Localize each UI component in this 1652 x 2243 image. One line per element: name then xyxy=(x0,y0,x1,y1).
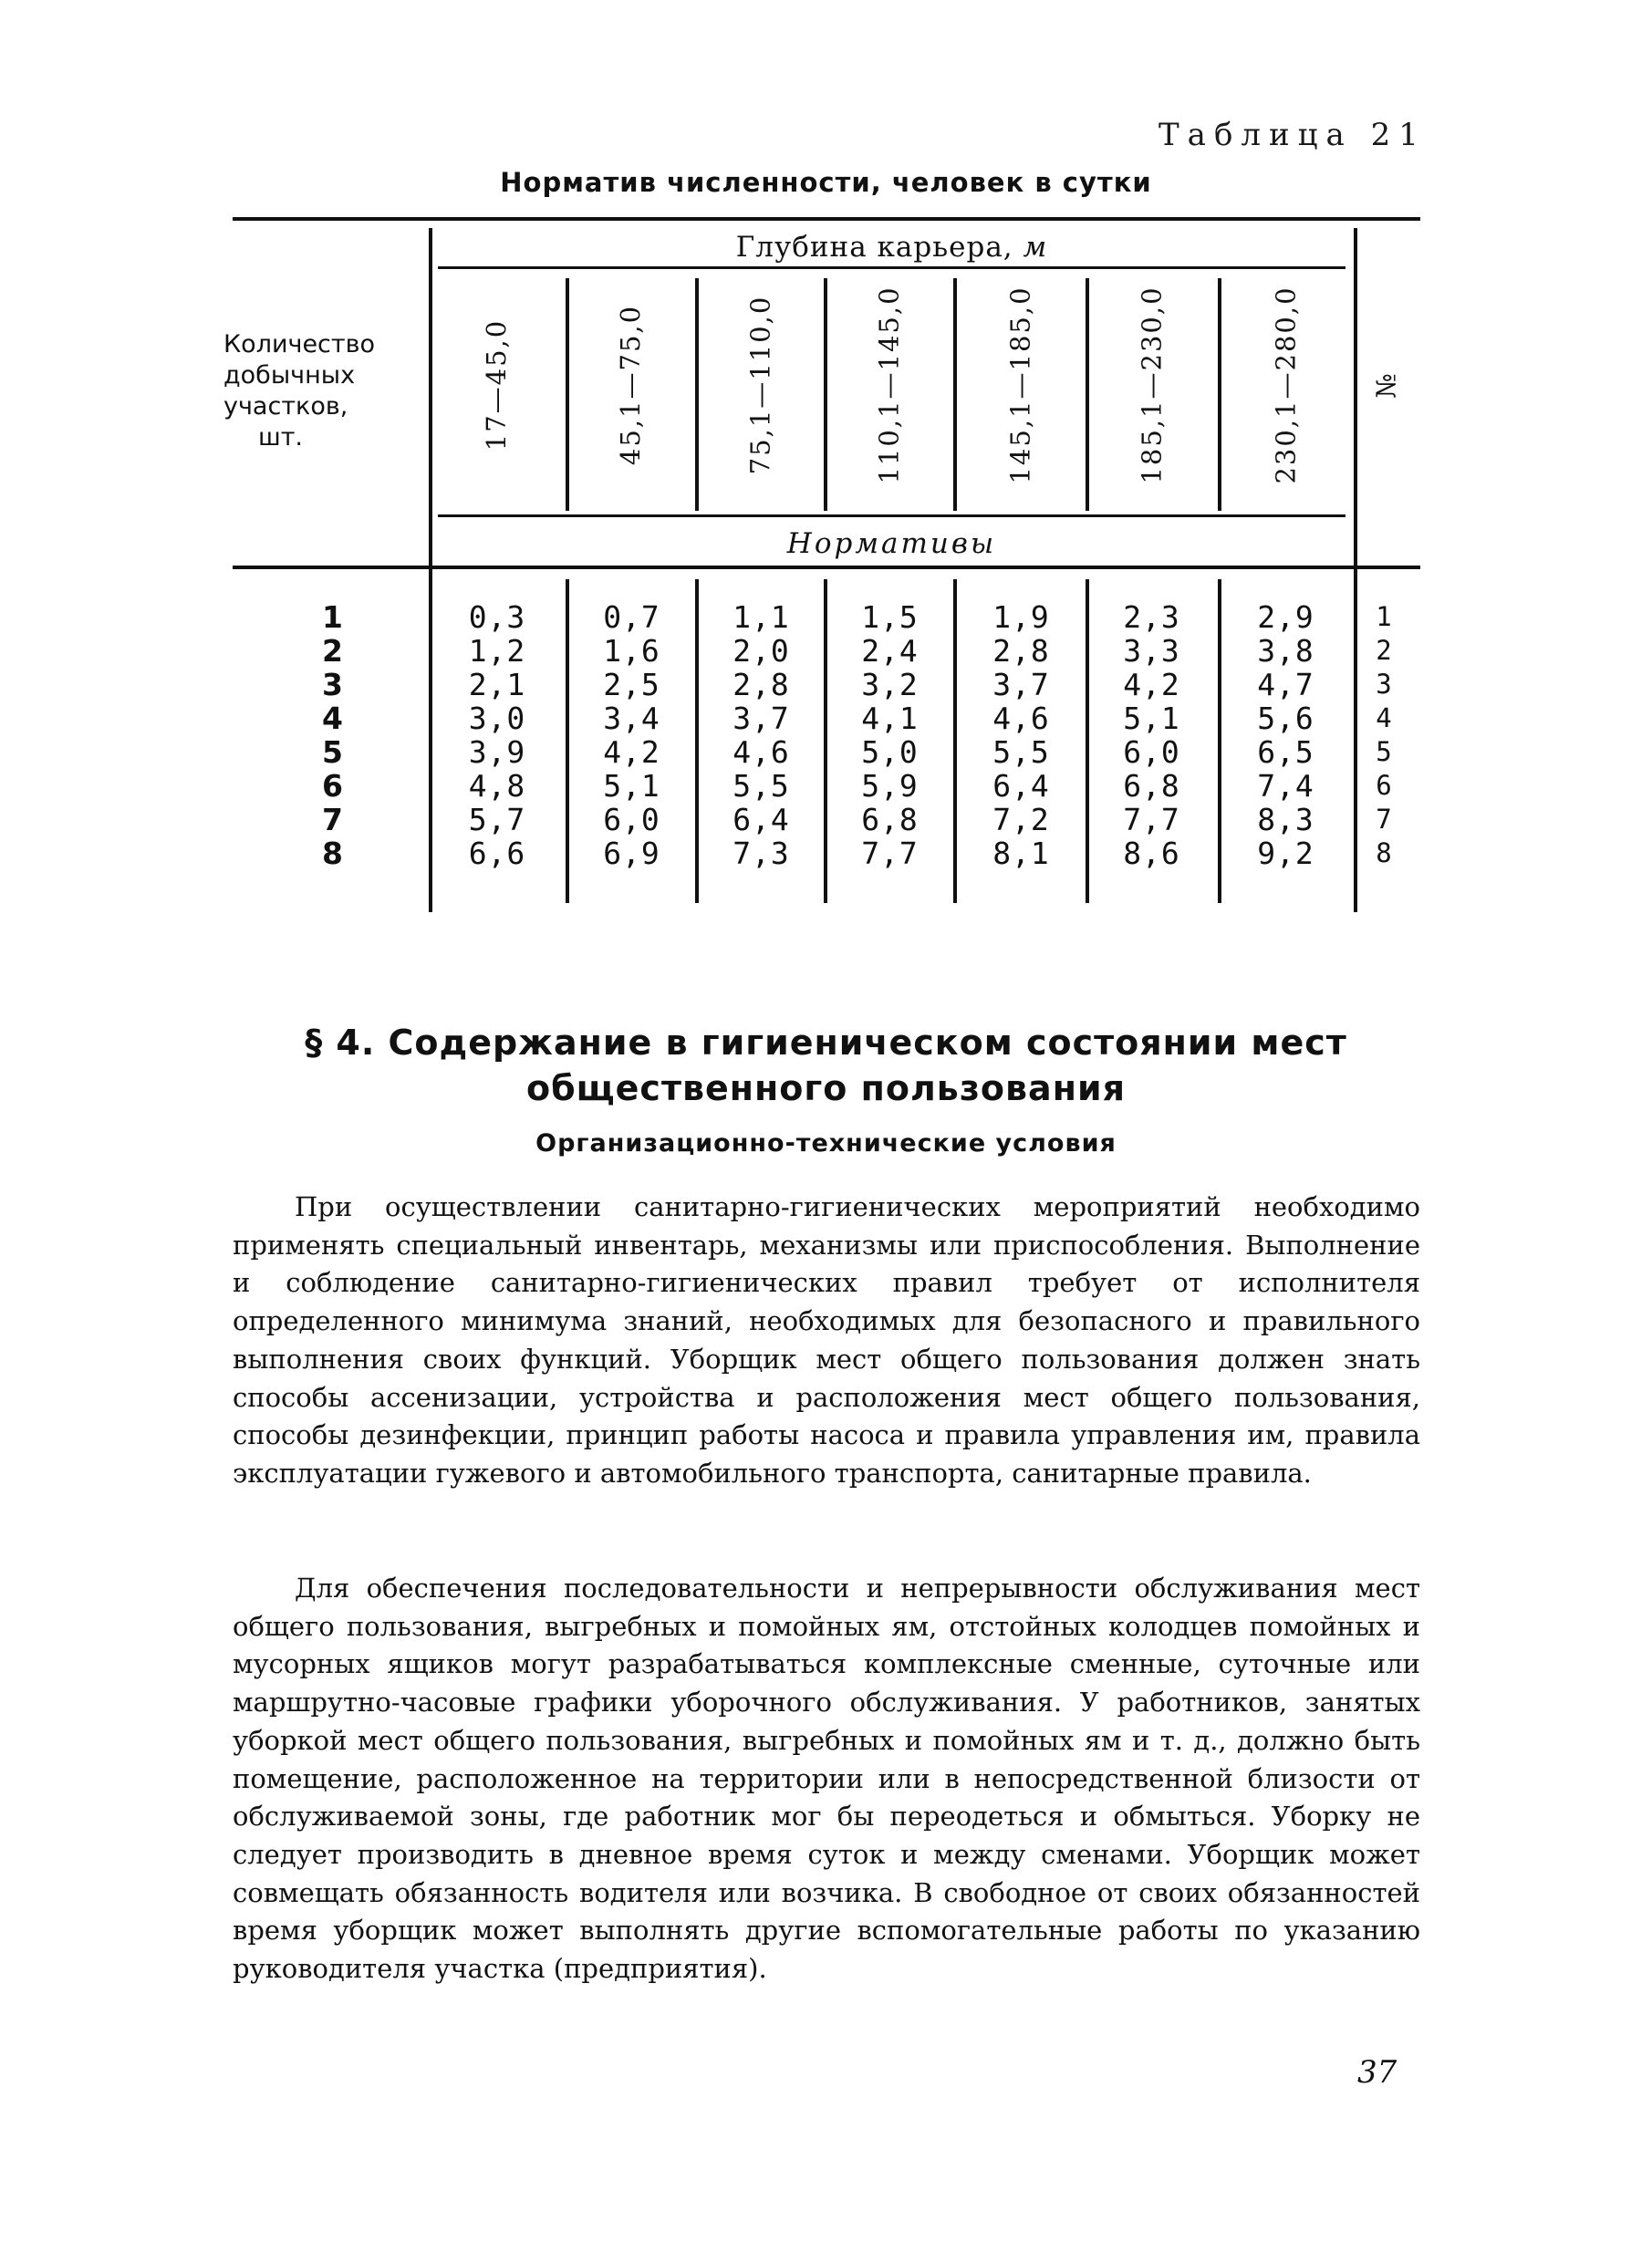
col-header-1: 17—45,0 xyxy=(481,318,513,452)
table-cell: 3,8 xyxy=(1257,633,1314,669)
table-cell: 5,7 xyxy=(468,802,526,837)
value-column-1 xyxy=(442,600,552,870)
index-cell: 7 xyxy=(1376,804,1393,835)
table-cell: 5,1 xyxy=(603,768,660,804)
table-cell: 4,1 xyxy=(861,701,919,736)
index-cell: 5 xyxy=(1376,736,1393,767)
index-cell: 8 xyxy=(1376,837,1393,868)
col-header-7: 230,1—280,0 xyxy=(1271,286,1303,484)
group-header xyxy=(438,231,1345,264)
table-cell: 3,2 xyxy=(861,667,919,702)
table-cell: 2,0 xyxy=(732,633,790,669)
table-vline-4b xyxy=(953,579,957,903)
row-label: 4 xyxy=(322,701,344,736)
row-header-line-2: добычных xyxy=(223,361,356,389)
table-cell: 6,9 xyxy=(603,836,660,871)
table-cell: 6,4 xyxy=(732,802,790,837)
table-cell: 6,8 xyxy=(861,802,919,837)
table-cell: 2,8 xyxy=(992,633,1050,669)
table-cell: 4,8 xyxy=(468,768,526,804)
row-header-line-3: участков, xyxy=(223,392,348,421)
row-label: 8 xyxy=(322,836,344,871)
section-heading-line-1: § 4. Содержание в гигиеническом состоянии мест xyxy=(305,1023,1347,1063)
table-cell: 2,9 xyxy=(1257,599,1314,635)
table-cell: 1,9 xyxy=(992,599,1050,635)
row-label: 1 xyxy=(322,599,344,635)
table-cell: 4,2 xyxy=(1123,667,1180,702)
table-cell: 5,5 xyxy=(992,734,1050,770)
table-vline-7 xyxy=(1354,228,1357,912)
table-vline-1b xyxy=(566,579,569,903)
index-cell: 4 xyxy=(1376,702,1393,733)
table-cell: 5,9 xyxy=(861,768,919,804)
table-vline-6b xyxy=(1218,579,1221,903)
table-cell: 6,4 xyxy=(992,768,1050,804)
table-vline-5b xyxy=(1086,579,1089,903)
table-vline-6 xyxy=(1218,278,1221,511)
section-subheading: Организационно-технические условия xyxy=(535,1129,1117,1158)
table-cell: 8,3 xyxy=(1257,802,1314,837)
table-vline-4 xyxy=(953,278,957,511)
page-number: 37 xyxy=(1357,2054,1397,2091)
table-cell: 2,3 xyxy=(1123,599,1180,635)
index-cell: 3 xyxy=(1376,669,1393,700)
col-header-5: 145,1—185,0 xyxy=(1005,286,1037,484)
table-cell: 6,6 xyxy=(468,836,526,871)
paragraph-1: При осуществлении санитарно-гигиенических мероприятий необходимо применять специальный инвентарь, механизмы или приспособления. Выполнение и соблюдение санитарно-гигиенических правил требует от исполнителя определенного минимума знаний, необходимых для безопасного и правильного выполнения своих функций. Уборщик мест общего пользования должен знать способы ассенизации, устройства и расположения мест общего пользования, способы дезинфекции, принцип работы насоса и правила управления им, правила эксплуатации гужевого и автомобильного транспорта, санитарные правила. xyxy=(233,1191,1420,1489)
col-header-7-cell xyxy=(1263,266,1309,504)
table-cell: 8,6 xyxy=(1123,836,1180,871)
index-column xyxy=(1364,600,1405,870)
table-cell: 5,6 xyxy=(1257,701,1314,736)
col-header-3: 75,1—110,0 xyxy=(744,295,775,475)
row-header-line-1: Количество xyxy=(223,330,376,358)
section-heading-line-2: общественного пользования xyxy=(526,1068,1126,1108)
paragraph-2: Для обеспечения последовательности и непрерывности обслуживания мест общего пользования, выгребных и помойных ям, отстойных колодцев помойных и мусорных ящиков могут разрабатываться комплексные сменные, суточные или маршрутно-часовые графики уборочного обслуживания. У работников, занятых уборкой мест общего пользования, выгребных и помойных ям и т. д., должно быть помещение, расположенное на территории или в непосредственной близости от обслуживаемой зоны, где работник мог бы переодеться и обмыться. Уборку не следует производить в дневное время суток и между сменами. Уборщик может совмещать обязанность водителя или возчика. В свободное от своих обязанностей время уборщик может выполнять другие вспомогательные работы по указанию руководителя участка (предприятия). xyxy=(233,1573,1420,1985)
index-header-cell xyxy=(1364,266,1409,504)
table-cell: 2,8 xyxy=(732,667,790,702)
table-cell: 2,5 xyxy=(603,667,660,702)
table-cell: 7,2 xyxy=(992,802,1050,837)
col-header-2-cell xyxy=(608,266,653,504)
table-cell: 6,0 xyxy=(603,802,660,837)
table-vline-2b xyxy=(695,579,699,903)
table-cell: 3,7 xyxy=(732,701,790,736)
header-bottom-rule xyxy=(233,566,1420,569)
group-header-unit: м xyxy=(1023,231,1048,264)
table-cell: 7,7 xyxy=(861,836,919,871)
table-cell: 2,4 xyxy=(861,633,919,669)
value-column-4 xyxy=(833,600,947,870)
table-vline-0 xyxy=(429,228,432,912)
index-cell: 1 xyxy=(1376,601,1393,632)
table-cell: 0,7 xyxy=(603,599,660,635)
table-cell: 8,1 xyxy=(992,836,1050,871)
table-vline-3b xyxy=(824,579,827,903)
table-cell: 7,3 xyxy=(732,836,790,871)
table-cell: 6,0 xyxy=(1123,734,1180,770)
table-top-rule xyxy=(233,217,1420,221)
table-cell: 3,0 xyxy=(468,701,526,736)
col-header-4-cell xyxy=(867,266,912,504)
row-label: 7 xyxy=(322,802,344,837)
col-header-6-cell xyxy=(1129,266,1175,504)
row-label: 5 xyxy=(322,734,344,770)
table-cell: 1,6 xyxy=(603,633,660,669)
table-cell: 5,0 xyxy=(861,734,919,770)
table-cell: 5,1 xyxy=(1123,701,1180,736)
group-header-text: Глубина карьера, xyxy=(735,231,1013,264)
index-header: № xyxy=(1370,371,1402,399)
table-cell: 1,2 xyxy=(468,633,526,669)
table-vline-2 xyxy=(695,278,699,511)
col-header-3-cell xyxy=(737,266,783,504)
table-label: Таблица 21 xyxy=(1158,117,1427,153)
table-vline-5 xyxy=(1086,278,1089,511)
row-header xyxy=(223,329,376,453)
table-cell: 7,4 xyxy=(1257,768,1314,804)
table-cell: 4,6 xyxy=(732,734,790,770)
table-vline-3 xyxy=(824,278,827,511)
value-column-2 xyxy=(575,600,689,870)
value-column-7 xyxy=(1229,600,1343,870)
table-cell: 1,5 xyxy=(861,599,919,635)
col-header-4: 110,1—145,0 xyxy=(874,286,906,484)
table-cell: 3,3 xyxy=(1123,633,1180,669)
row-label: 2 xyxy=(322,633,344,669)
table-cell: 4,2 xyxy=(603,734,660,770)
value-column-3 xyxy=(704,600,818,870)
norm-label: Нормативы xyxy=(786,527,997,560)
row-label: 3 xyxy=(322,667,344,702)
table-cell: 3,4 xyxy=(603,701,660,736)
norm-rule xyxy=(438,514,1345,517)
row-label: 6 xyxy=(322,768,344,804)
table-cell: 6,8 xyxy=(1123,768,1180,804)
col-header-2: 45,1—75,0 xyxy=(615,304,647,466)
section-heading xyxy=(0,1020,1652,1111)
table-cell: 1,1 xyxy=(732,599,790,635)
col-header-5-cell xyxy=(998,266,1044,504)
col-header-6: 185,1—230,0 xyxy=(1137,286,1169,484)
row-header-line-4: шт. xyxy=(257,423,304,452)
table-cell: 3,7 xyxy=(992,667,1050,702)
index-cell: 6 xyxy=(1376,770,1393,801)
table-vline-1 xyxy=(566,278,569,511)
table-cell: 4,6 xyxy=(992,701,1050,736)
table-cell: 3,9 xyxy=(468,734,526,770)
index-cell: 2 xyxy=(1376,635,1393,666)
table-cell: 9,2 xyxy=(1257,836,1314,871)
value-column-6 xyxy=(1095,600,1209,870)
table-cell: 0,3 xyxy=(468,599,526,635)
table-cell: 6,5 xyxy=(1257,734,1314,770)
value-column-5 xyxy=(964,600,1078,870)
table-cell: 4,7 xyxy=(1257,667,1314,702)
row-labels xyxy=(301,600,365,870)
table-cell: 5,5 xyxy=(732,768,790,804)
col-header-1-cell xyxy=(473,266,519,504)
table-cell: 2,1 xyxy=(468,667,526,702)
table-title: Норматив численности, человек в сутки xyxy=(500,167,1152,198)
table-cell: 7,7 xyxy=(1123,802,1180,837)
